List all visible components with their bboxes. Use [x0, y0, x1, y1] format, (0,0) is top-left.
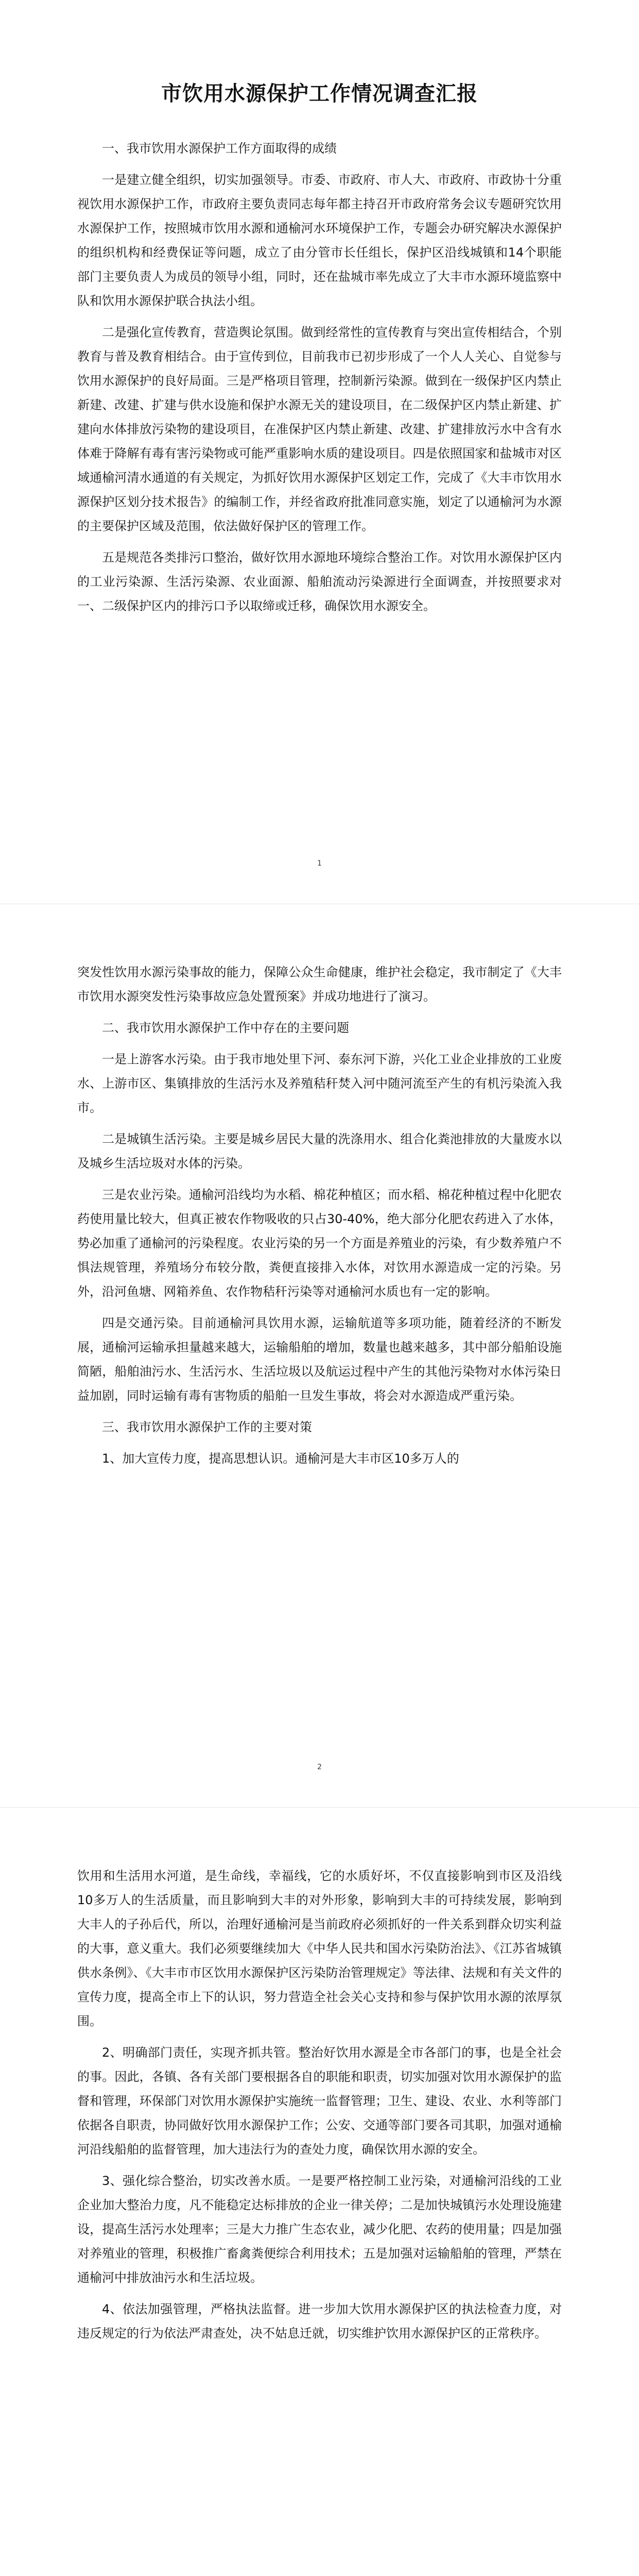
paragraph: 3、强化综合整治，切实改善水质。一是要严格控制工业污染，对通榆河沿线的工业企业加大整治力度，凡不能稳定达标排放的企业一律关停；二是加快城镇污水处理设施建设，提高生活污水处理率；三是大力推广生态农业，减少化肥、农药的使用量；四是加强对养殖业的管理，积极推广畜禽粪便综合利用技术；五是加强对运输船舶的管理，严禁在通榆河中排放油污水和生活垃圾。 [77, 2174, 562, 2285]
paragraph: 一是建立健全组织，切实加强领导。市委、市政府、市人大、市政府、市政协十分重视饮用水源保护工作，市政府主要负责同志每年都主持召开市政府常务会议专题研究饮用水源保护工作，按照城市饮用水源和通榆河水环境保护工作，专题会办研究解决水源保护的组织机构和经费保证等问题，成立了由分管市长任组长，保护区沿线城镇和14个职能部门主要负责人为成员的领导小组，同时，还在盐城市率先成立了大丰市水源环境监察中队和饮用水源保护联合执法小组。 [77, 173, 562, 308]
paragraph: 4、依法加强管理，严格执法监督。进一步加大饮用水源保护区的执法检查力度，对违反规定的行为依法严肃查处，决不姑息迁就，切实维护饮用水源保护区的正常秩序。 [77, 2302, 562, 2341]
page-2 [0, 904, 639, 1807]
paragraph-continued: 突发性饮用水源污染事故的能力，保障公众生命健康，维护社会稳定，我市制定了《大丰市饮用水源突发性污染事故应急处置预案》并成功地进行了演习。 [77, 965, 562, 1004]
section-heading: 三、我市饮用水源保护工作的主要对策 [102, 1420, 312, 1434]
page-number: 2 [317, 1763, 322, 1771]
page-3 [0, 1807, 639, 2576]
document-title: 市饮用水源保护工作情况调查汇报 [161, 81, 478, 106]
paragraph-continued: 饮用和生活用水河道，是生命线，幸福线，它的水质好坏，不仅直接影响到市区及沿线10多万人的生活质量，而且影响到大丰的对外形象，影响到大丰的可持续发展，影响到大丰人的子孙后代，所以，治理好通榆河是当前政府必须抓好的一件关系到群众切实利益的大事，意义重大。我们必须要继续加大《中华人民共和国水污染防治法》、《江苏省城镇供水条例》、《大丰市市区饮用水源保护区污染防治管理规定》等法律、法规和有关文件的宣传力度，提高全市上下的认识，努力营造全社会关心支持和参与保护饮用水源的浓厚氛围。 [77, 1869, 562, 2028]
page-1 [0, 0, 639, 904]
section-heading: 二、我市饮用水源保护工作中存在的主要问题 [102, 1021, 349, 1035]
paragraph: 2、明确部门责任，实现齐抓共管。整治好饮用水源是全市各部门的事，也是全社会的事。因此，各镇、各有关部门要根据各自的职能和职责，切实加强对饮用水源保护的监督和管理，环保部门对饮用水源保护实施统一监督管理；卫生、建设、农业、水利等部门依据各自职责，协同做好饮用水源保护工作；公安、交通等部门要各司其职，加强对通榆河沿线船舶的监督管理，加大违法行为的查处力度，确保饮用水源的安全。 [77, 2045, 562, 2157]
paragraph: 一是上游客水污染。由于我市地处里下河、泰东河下游，兴化工业企业排放的工业废水、上游市区、集镇排放的生活污水及养殖秸秆焚入河中随河流至产生的有机污染流入我市。 [77, 1052, 562, 1115]
paragraph: 四是交通污染。目前通榆河具饮用水源，运输航道等多项功能，随着经济的不断发展，通榆河运输承担量越来越大，运输船舶的增加，数量也越来越多，其中部分船舶设施简陋，船舶油污水、生活污水、生活垃圾以及航运过程中产生的其他污染物对水体污染日益加剧，同时运输有毒有害物质的船舶一旦发生事故，将会对水源造成严重污染。 [77, 1316, 562, 1403]
paragraph: 二是强化宣传教育，营造舆论氛围。做到经常性的宣传教育与突出宣传相结合，个别教育与普及教育相结合。由于宣传到位，目前我市已初步形成了一个人人关心、自觉参与饮用水源保护的良好局面。三是严格项目管理，控制新污染源。做到在一级保护区内禁止新建、改建、扩建与供水设施和保护水源无关的建设项目，在二级保护区内禁止新建、扩建向水体排放污染物的建设项目，在准保护区内禁止新建、改建、扩建排放污水中含有水体难于降解有毒有害污染物或可能严重影响水质的建设项目。四是依照国家和盐城市对区域通榆河清水通道的有关规定，为抓好饮用水源保护区划定工作，完成了《大丰市饮用水源保护区划分技术报告》的编制工作，并经省政府批准同意实施，划定了以通榆河为水源的主要保护区域及范围，依法做好保护区的管理工作。 [77, 325, 562, 533]
page-number: 1 [317, 859, 322, 868]
paragraph: 五是规范各类排污口整治，做好饮用水源地环境综合整治工作。对饮用水源保护区内的工业污染源、生活污染源、农业面源、船舶流动污染源进行全面调查，并按照要求对一、二级保护区内的排污口予以取缔或迁移，确保饮用水源安全。 [77, 550, 562, 613]
paragraph: 1、加大宣传力度，提高思想认识。通榆河是大丰市区10多万人的 [102, 1451, 459, 1466]
section-heading: 一、我市饮用水源保护工作方面取得的成绩 [102, 141, 337, 156]
paragraph: 二是城镇生活污染。主要是城乡居民大量的洗涤用水、组合化粪池排放的大量废水以及城乡生活垃圾对水体的污染。 [77, 1132, 562, 1171]
paragraph: 三是农业污染。通榆河沿线均为水稻、棉花种植区；而水稻、棉花种植过程中化肥农药使用量比较大，但真正被农作物吸收的只占30-40%，绝大部分化肥农药进入了水体，势必加重了通榆河的污染程度。农业污染的另一个方面是养殖业的污染，有少数养殖户不惧法规管理，养殖场分布较分散，粪便直接排入水体，对饮用水源造成一定的污染。另外，沿河鱼塘、网箱养鱼、农作物秸秆污染等对通榆河水质也有一定的影响。 [77, 1188, 562, 1299]
